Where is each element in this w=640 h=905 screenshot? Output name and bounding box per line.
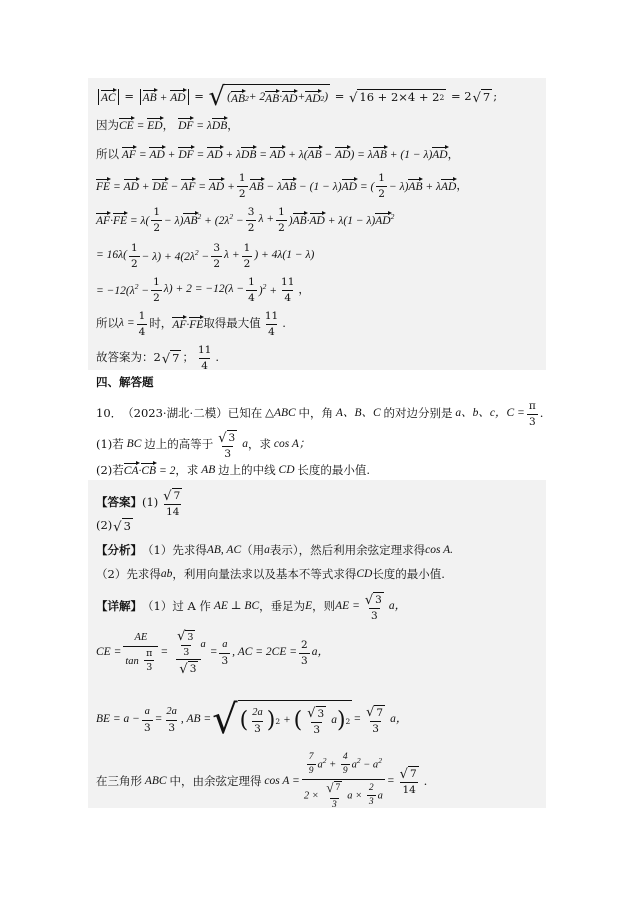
part1-a: 若 [112,437,124,452]
answer-line-2: (2) √ 3 [96,518,131,535]
analysis-label: 【分析】 [96,543,142,557]
prev-line-6: = 16λ( $\frac{1}{2}$ − $\lambda) + 4(2\lambda^2$ − $\frac{3}{2}$ λ + $\frac{1}{2}$ ) + 4λ(1 − λ) [96,242,315,270]
prev-line-2-prefix: 因为 [96,117,119,132]
problem-part-1: (1) 若 BC 边上的高等于 √ 3 3 a ，求 cos A； [96,430,311,461]
part2-c: 边上的中线 [218,462,276,477]
detail-line-2: CE = AE tan $\frac{\pi}{3}$ = √ 3 3 a √ 3 = $\frac{a}{3}$ , AC = 2CE = $\frac{2}{3}$ a， [96,629,329,677]
prev-line-7: = $-12(\lambda^2$ − $\frac{1}{2}$ λ) + 2 = −12(λ − $\frac{1}{4}$ )$^2$ + $\frac{11}{4}$ ， [96,276,310,304]
problem-part-2: (2) 若 CA·CB = 2 ，求 AB 边上的中线 CD 长度的最小值. [96,462,371,477]
detail-l1-b: ，垂足为 [259,599,306,614]
part1-b: 边上的高等于 [144,437,214,452]
part1-label: (1) [96,437,113,452]
analysis-line-2: （2）先求得 ab ，利用向量法求以及基本不等式求得 CD 长度的最小值. [96,567,445,581]
detail-l1-a: （1）过 A 作 [142,599,211,614]
problem-number: 10． [96,406,123,421]
prev-line-2-sep: ， [162,117,175,132]
prev-line-8-prefix: 所以 [96,316,119,331]
prev-line-9: 故答案为： 2 √ 7 ； $\frac{11}{4}$ . [96,344,219,372]
prev-line-4-tail: ， [456,178,468,193]
section-heading: 四、解答题 [96,375,154,389]
problem-source: （2023·湖北·二模） [122,406,228,421]
answer-line-1: 【答案】 (1) √ 7 14 [96,488,181,519]
answer-part2-label: (2) [96,518,113,532]
prev-line-9-prefix: 故答案为： [96,350,154,365]
problem-stem-b: 中，角 [298,406,334,421]
part2-label: (2) [96,462,113,477]
detail-l1-c: ，则 [312,599,336,614]
problem-stem-a: 已知在 [227,406,263,421]
prev-line-2: 因为 CE = ED ， DF = λDB ， [96,117,239,132]
analysis-p1-c: 表示），然后利用余弦定理求得 [269,543,426,557]
problem-stem-c: 的对边分别是 [383,406,453,421]
prev-line-3-prefix: 所以 [96,146,119,161]
part2-a: 若 [112,462,124,477]
analysis-p1-b: （用 [241,543,265,557]
detail-l5-a: 在三角形 [96,773,142,788]
prev-line-3: 所以 AF = AD + DF = AD + λDB = AD + λ(AB − AD) = λAB + (1 − λ)AD ， [96,146,460,161]
part2-d: 长度的最小值. [297,462,371,477]
analysis-p2-a: （2）先求得 [96,567,161,581]
problem-stem: 10． （2023·湖北·二模） 已知在 △ABC 中，角 A、B、C 的对边分别是 a、b、c，C = $\frac{\pi}{3}$ . [96,400,544,428]
detail-line-3: BE = a − $\frac{a}{3}$ = $\frac{2a}{3}$ , AB = √ ( $\frac{2a}{3}$ ) 2 + ( √ 3 3 a ) 2 = √ 7 3 a， [96,697,408,743]
analysis-p1-a: （1）先求得 [142,543,207,557]
detail-l5-b: 中，由余弦定理得 [169,773,262,788]
detail-line-1: 【详解】 （1）过 A 作 AE ⊥ BC ，垂足为 E ，则 AE = √ 3 3 a， [96,592,407,623]
analysis-p2-c: 长度的最小值. [372,567,445,581]
prev-line-5: AF·FE = λ( $\frac{1}{2}$ − $\lambda)AB^2 + (2\lambda^2$ − $\frac{3}{2}$ λ + $\frac{1}{2}$ )$AB\cdot AD + \lambda(1 - \lambda)AD^2$ [96,206,395,234]
prev-line-1-tail: ; [493,89,498,104]
detail-line-4: 在三角形 ABC 中，由余弦定理得 cos A = $\frac{7}{9}$ $a^2$ + $\frac{4}{9}$ $a^2 - a^2$ 2 × √ 7 3 a × $\frac{2}{3}$ a = √ 7 14 . [96,752,428,810]
prev-line-8: 所以 λ = $\frac{1}{4}$ 时， AF·FE 取得最大值 $\frac{11}{4}$ . [96,310,286,338]
answer-label: 【答案】 [96,495,142,510]
answer-part1-label: (1) [142,495,159,510]
prev-line-4: FE = AD + DE − AF = AD + $\frac{1}{2}$ AB − λAB − (1 − λ)AD = ( $\frac{1}{2}$ − λ)AB + λAD ， [96,172,468,200]
prev-line-8-mid: 时， [149,316,173,331]
prev-line-9-sep: ； [182,350,194,365]
prev-line-1: AC = AB + AD = √ ( AB 2 + 2 AB · AD + AD 2 ) = √ 16 + 2×4 + 2 2 = 2 √ 7 ; [96,84,497,110]
analysis-line-1: 【分析】 （1）先求得 AB, AC （用 a 表示），然后利用余弦定理求得 cos A. [96,543,454,557]
part2-b: ，求 [175,462,199,477]
prev-line-8-suffix: 取得最大值 [203,316,261,331]
detail-label: 【详解】 [96,599,142,614]
part1-c: ，求 [247,437,271,452]
analysis-p2-b: ，利用向量法求以及基本不等式求得 [172,567,357,581]
prev-line-2-tail: ， [227,117,239,132]
prev-line-3-tail: ， [447,146,460,161]
